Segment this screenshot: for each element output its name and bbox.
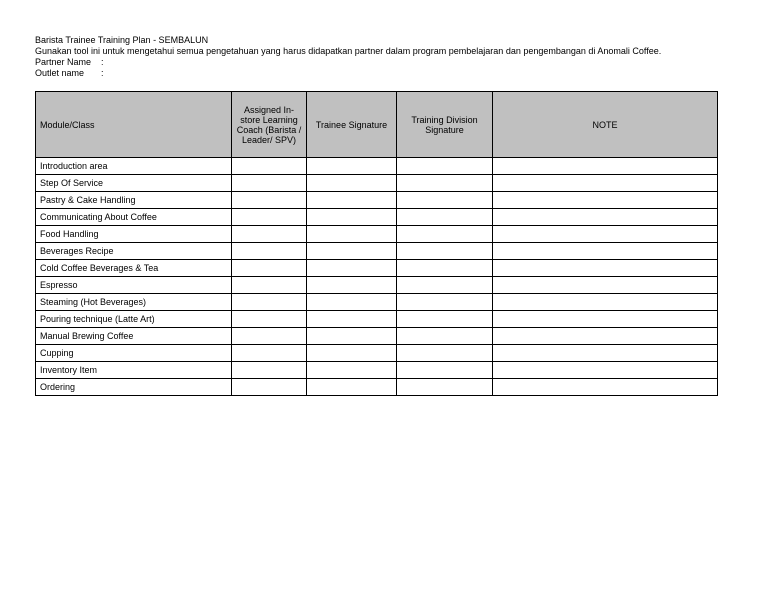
partner-name-label: Partner Name [35,57,92,67]
trainee-signature-cell[interactable] [307,209,397,226]
coach-cell[interactable] [232,226,307,243]
note-cell[interactable] [493,277,718,294]
module-cell: Ordering [36,379,232,396]
trainee-signature-cell[interactable] [307,311,397,328]
module-cell: Food Handling [36,226,232,243]
table-row [36,379,718,396]
division-signature-cell[interactable] [397,175,493,192]
note-cell[interactable] [493,362,718,379]
table-row [36,328,718,345]
header-module-class: Module/Class [36,92,232,158]
trainee-signature-cell[interactable] [307,277,397,294]
outlet-name-label: Outlet name [35,68,85,78]
table-row [36,243,718,260]
header-note: NOTE [493,92,718,158]
division-signature-cell[interactable] [397,362,493,379]
table-header-row [36,92,718,158]
trainee-signature-cell[interactable] [307,260,397,277]
table-row [36,311,718,328]
partner-name-separator: : [101,57,104,67]
module-cell: Pouring technique (Latte Art) [36,311,232,328]
note-cell[interactable] [493,345,718,362]
table-row [36,345,718,362]
note-cell[interactable] [493,260,718,277]
module-cell: Communicating About Coffee [36,209,232,226]
module-cell: Cold Coffee Beverages & Tea [36,260,232,277]
division-signature-cell[interactable] [397,192,493,209]
partner-name-line [35,57,661,68]
module-cell: Inventory Item [36,362,232,379]
note-cell[interactable] [493,328,718,345]
coach-cell[interactable] [232,311,307,328]
module-cell: Beverages Recipe [36,243,232,260]
coach-cell[interactable] [232,294,307,311]
module-cell: Cupping [36,345,232,362]
trainee-signature-cell[interactable] [307,294,397,311]
coach-cell[interactable] [232,192,307,209]
outlet-name-line [35,68,661,79]
coach-cell[interactable] [232,260,307,277]
training-plan-table [35,91,718,396]
coach-cell[interactable] [232,362,307,379]
header-trainee-signature: Trainee Signature [307,92,397,158]
note-cell[interactable] [493,209,718,226]
division-signature-cell[interactable] [397,294,493,311]
coach-cell[interactable] [232,243,307,260]
trainee-signature-cell[interactable] [307,192,397,209]
note-cell[interactable] [493,226,718,243]
division-signature-cell[interactable] [397,226,493,243]
coach-cell[interactable] [232,379,307,396]
header-training-division-signature: Training Division Signature [397,92,493,158]
document-header [35,35,661,79]
module-cell: Steaming (Hot Beverages) [36,294,232,311]
note-cell[interactable] [493,294,718,311]
division-signature-cell[interactable] [397,277,493,294]
coach-cell[interactable] [232,175,307,192]
note-cell[interactable] [493,158,718,175]
note-cell[interactable] [493,175,718,192]
table-row [36,192,718,209]
division-signature-cell[interactable] [397,260,493,277]
table-row [36,158,718,175]
table-row [36,175,718,192]
note-cell[interactable] [493,311,718,328]
division-signature-cell[interactable] [397,345,493,362]
module-cell: Pastry & Cake Handling [36,192,232,209]
table-row [36,277,718,294]
trainee-signature-cell[interactable] [307,345,397,362]
module-cell: Manual Brewing Coffee [36,328,232,345]
module-cell: Step Of Service [36,175,232,192]
coach-cell[interactable] [232,328,307,345]
division-signature-cell[interactable] [397,379,493,396]
trainee-signature-cell[interactable] [307,379,397,396]
trainee-signature-cell[interactable] [307,158,397,175]
table-body [36,158,718,396]
note-cell[interactable] [493,243,718,260]
division-signature-cell[interactable] [397,158,493,175]
table-row [36,294,718,311]
coach-cell[interactable] [232,158,307,175]
coach-cell[interactable] [232,209,307,226]
module-cell: Introduction area [36,158,232,175]
module-cell: Espresso [36,277,232,294]
outlet-name-separator: : [101,68,104,78]
division-signature-cell[interactable] [397,209,493,226]
trainee-signature-cell[interactable] [307,175,397,192]
trainee-signature-cell[interactable] [307,362,397,379]
note-cell[interactable] [493,192,718,209]
division-signature-cell[interactable] [397,328,493,345]
table-row [36,209,718,226]
note-cell[interactable] [493,379,718,396]
division-signature-cell[interactable] [397,243,493,260]
document-title: Barista Trainee Training Plan - SEMBALUN [35,35,209,45]
trainee-signature-cell[interactable] [307,328,397,345]
header-assigned-coach: Assigned In-store Learning Coach (Barista / Leader/ SPV) [232,92,307,158]
division-signature-cell[interactable] [397,311,493,328]
coach-cell[interactable] [232,345,307,362]
coach-cell[interactable] [232,277,307,294]
table-row [36,362,718,379]
table-row [36,226,718,243]
trainee-signature-cell[interactable] [307,226,397,243]
table-row [36,260,718,277]
trainee-signature-cell[interactable] [307,243,397,260]
document-description: Gunakan tool ini untuk mengetahui semua pengetahuan yang harus didapatkan partner dalam program pembelajaran dan pengembangan di Anomali Coffee. [35,46,662,56]
